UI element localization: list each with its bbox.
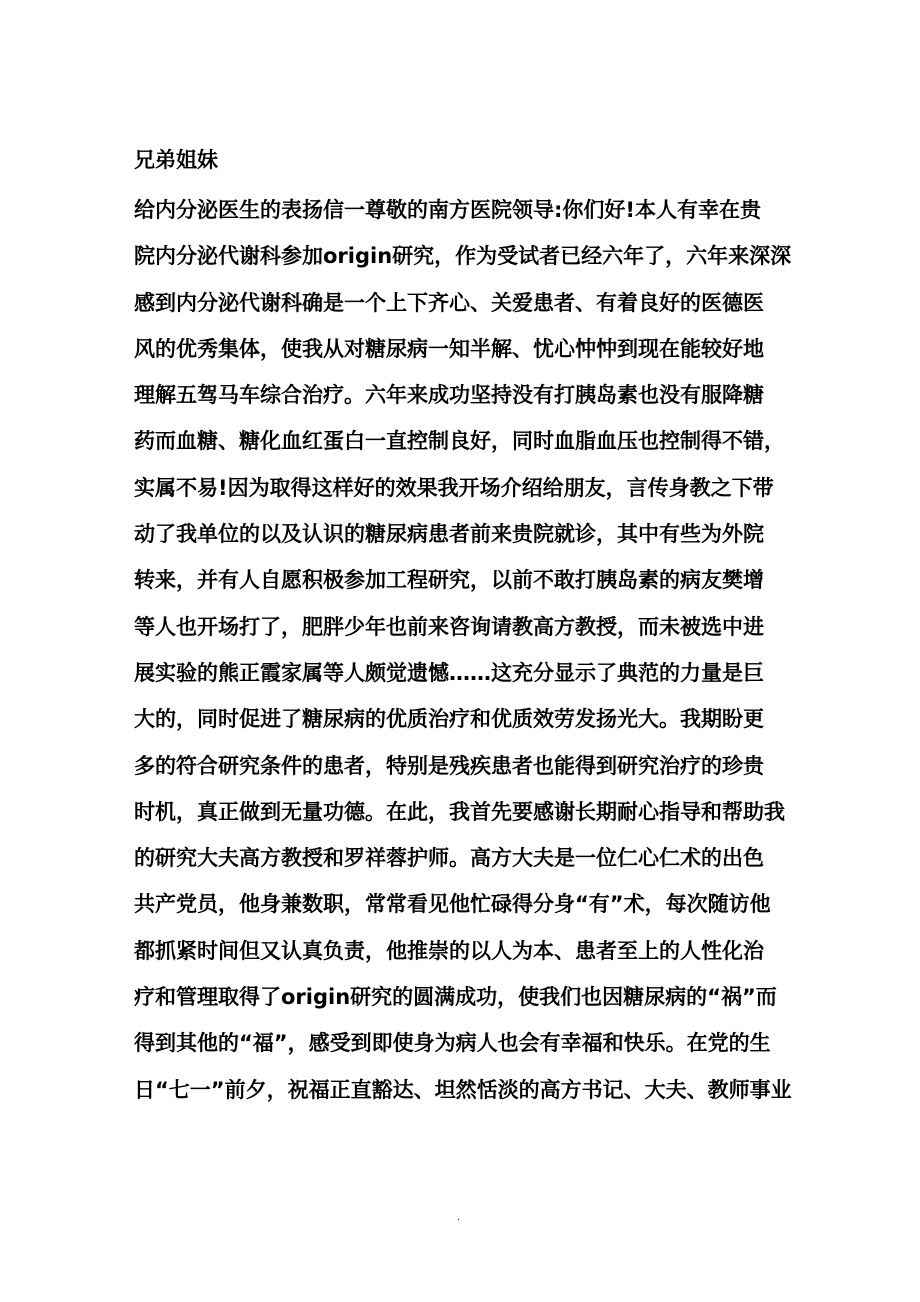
text-line: 多的符合研究条件的患者，特别是残疾患者也能得到研究治疗的珍贵 [134, 753, 764, 778]
text-line: 等人也开场打了，肥胖少年也前来咨询请教高方教授，而未被选中进 [134, 614, 764, 639]
letter-body [134, 192, 794, 1118]
text-line: 的研究大夫高方教授和罗祥蓉护师。高方大夫是一位仁心仁术的出色 [134, 846, 764, 871]
text-line: 院内分泌代谢科参加origin研究，作为受试者已经六年了，六年来深深 [134, 244, 792, 269]
text-line: 理解五驾马车综合治疗。六年来成功坚持没有打胰岛素也没有服降糖 [134, 383, 764, 408]
text-line: 展实验的熊正霞家属等人颇觉遗憾……这充分显示了典范的力量是巨 [134, 660, 764, 685]
text-line: 感到内分泌代谢科确是一个上下齐心、关爱患者、有着良好的医德医 [134, 290, 764, 315]
text-line: 给内分泌医生的表扬信一尊敬的南方医院领导:你们好!本人有幸在贵 [134, 198, 761, 222]
text-line: 得到其他的“福”，感受到即使身为病人也会有幸福和快乐。在党的生 [134, 1031, 771, 1056]
text-line: 日“七一”前夕，祝福正直豁达、坦然恬淡的高方书记、大夫、教师事业 [134, 1077, 792, 1102]
text-line: 实属不易!因为取得这样好的效果我开场介绍给朋友，言传身教之下带 [134, 475, 774, 500]
text-line: 都抓紧时间但又认真负责，他推崇的以人为本、患者至上的人性化治 [134, 938, 764, 963]
page-footer-mark: . [457, 1212, 461, 1223]
text-line: 共产党员，他身兼数职，常常看见他忙碌得分身“有”术，每次随访他 [134, 892, 771, 917]
text-line: 时机，真正做到无量功德。在此，我首先要感谢长期耐心指导和帮助我 [134, 799, 785, 824]
text-line: 转来，并有人自愿积极参加工程研究，以前不敢打胰岛素的病友樊增 [134, 568, 764, 593]
text-line: 风的优秀集体，使我从对糖尿病一知半解、忧心忡忡到现在能较好地 [134, 336, 764, 361]
text-line: 动了我单位的以及认识的糖尿病患者前来贵院就诊，其中有些为外院 [134, 522, 764, 547]
text-line: 大的，同时促进了糖尿病的优质治疗和优质效劳发扬光大。我期盼更 [134, 707, 764, 732]
document-heading: 兄弟姐妹 [134, 148, 218, 172]
text-line: 疗和管理取得了origin研究的圆满成功，使我们也因糖尿病的“祸”而 [134, 985, 777, 1010]
text-line: 药而血糖、糖化血红蛋白一直控制良好，同时血脂血压也控制得不错， [134, 429, 785, 454]
